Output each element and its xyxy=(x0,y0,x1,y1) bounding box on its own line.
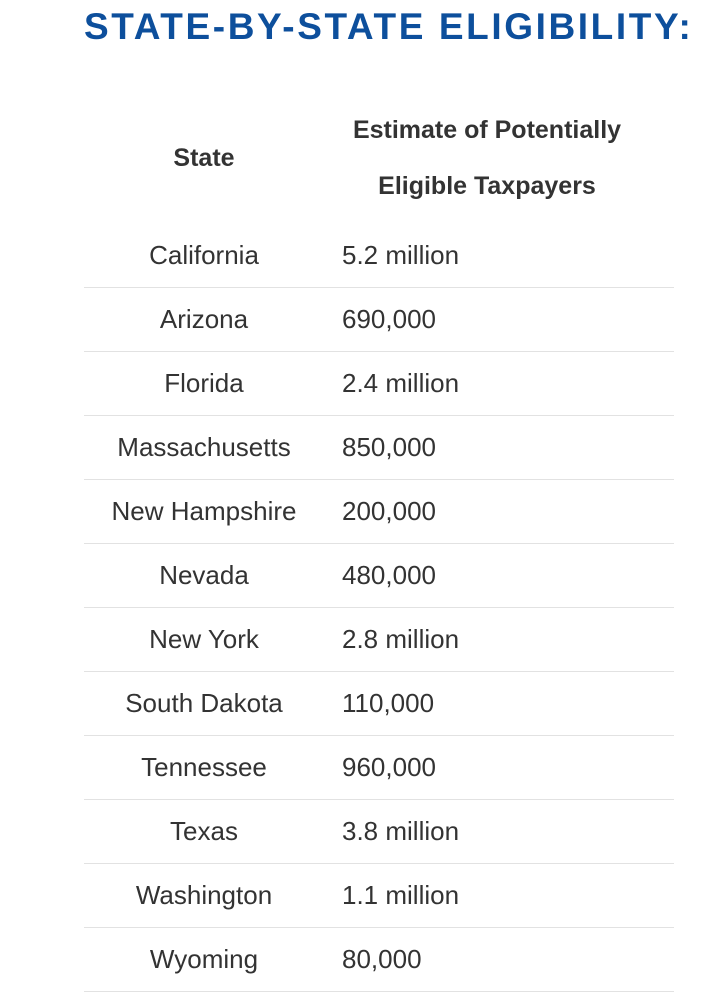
table-row xyxy=(84,736,674,800)
cell-state: Texas xyxy=(84,800,324,864)
table-row xyxy=(84,416,674,480)
cell-state: California xyxy=(84,224,324,288)
cell-state: Washington xyxy=(84,864,324,928)
column-header-estimate xyxy=(324,92,674,224)
cell-estimate: 2.4 million xyxy=(324,352,674,416)
table-row xyxy=(84,480,674,544)
cell-state: Florida xyxy=(84,352,324,416)
table-row xyxy=(84,800,674,864)
table-row xyxy=(84,928,674,992)
column-header-state: State xyxy=(173,143,235,172)
page-heading: STATE-BY-STATE ELIGIBILITY: xyxy=(84,6,694,47)
cell-estimate: 5.2 million xyxy=(324,224,674,288)
column-header-estimate-line2: Eligible Taxpayers xyxy=(378,172,596,200)
table-body xyxy=(84,224,674,992)
header-row xyxy=(84,92,674,224)
cell-estimate: 1.1 million xyxy=(324,864,674,928)
table-row xyxy=(84,544,674,608)
cell-estimate: 850,000 xyxy=(324,416,674,480)
table-row xyxy=(84,224,674,288)
table-row xyxy=(84,288,674,352)
table-row xyxy=(84,672,674,736)
cell-state: Wyoming xyxy=(84,928,324,992)
eligibility-table xyxy=(84,92,674,992)
cell-state: New York xyxy=(84,608,324,672)
cell-state: Nevada xyxy=(84,544,324,608)
column-header-estimate-line1: Estimate of Potentially xyxy=(352,116,622,144)
cell-estimate: 480,000 xyxy=(324,544,674,608)
cell-state: New Hampshire xyxy=(84,480,324,544)
table-row xyxy=(84,864,674,928)
cell-state: Arizona xyxy=(84,288,324,352)
cell-estimate: 690,000 xyxy=(324,288,674,352)
cell-state: Massachusetts xyxy=(84,416,324,480)
table-row xyxy=(84,608,674,672)
table-row xyxy=(84,352,674,416)
cell-estimate: 2.8 million xyxy=(324,608,674,672)
cell-estimate: 960,000 xyxy=(324,736,674,800)
cell-estimate: 200,000 xyxy=(324,480,674,544)
table-header xyxy=(84,92,674,224)
cell-state: South Dakota xyxy=(84,672,324,736)
cell-estimate: 110,000 xyxy=(324,672,674,736)
cell-state: Tennessee xyxy=(84,736,324,800)
cell-estimate: 80,000 xyxy=(324,928,674,992)
cell-estimate: 3.8 million xyxy=(324,800,674,864)
